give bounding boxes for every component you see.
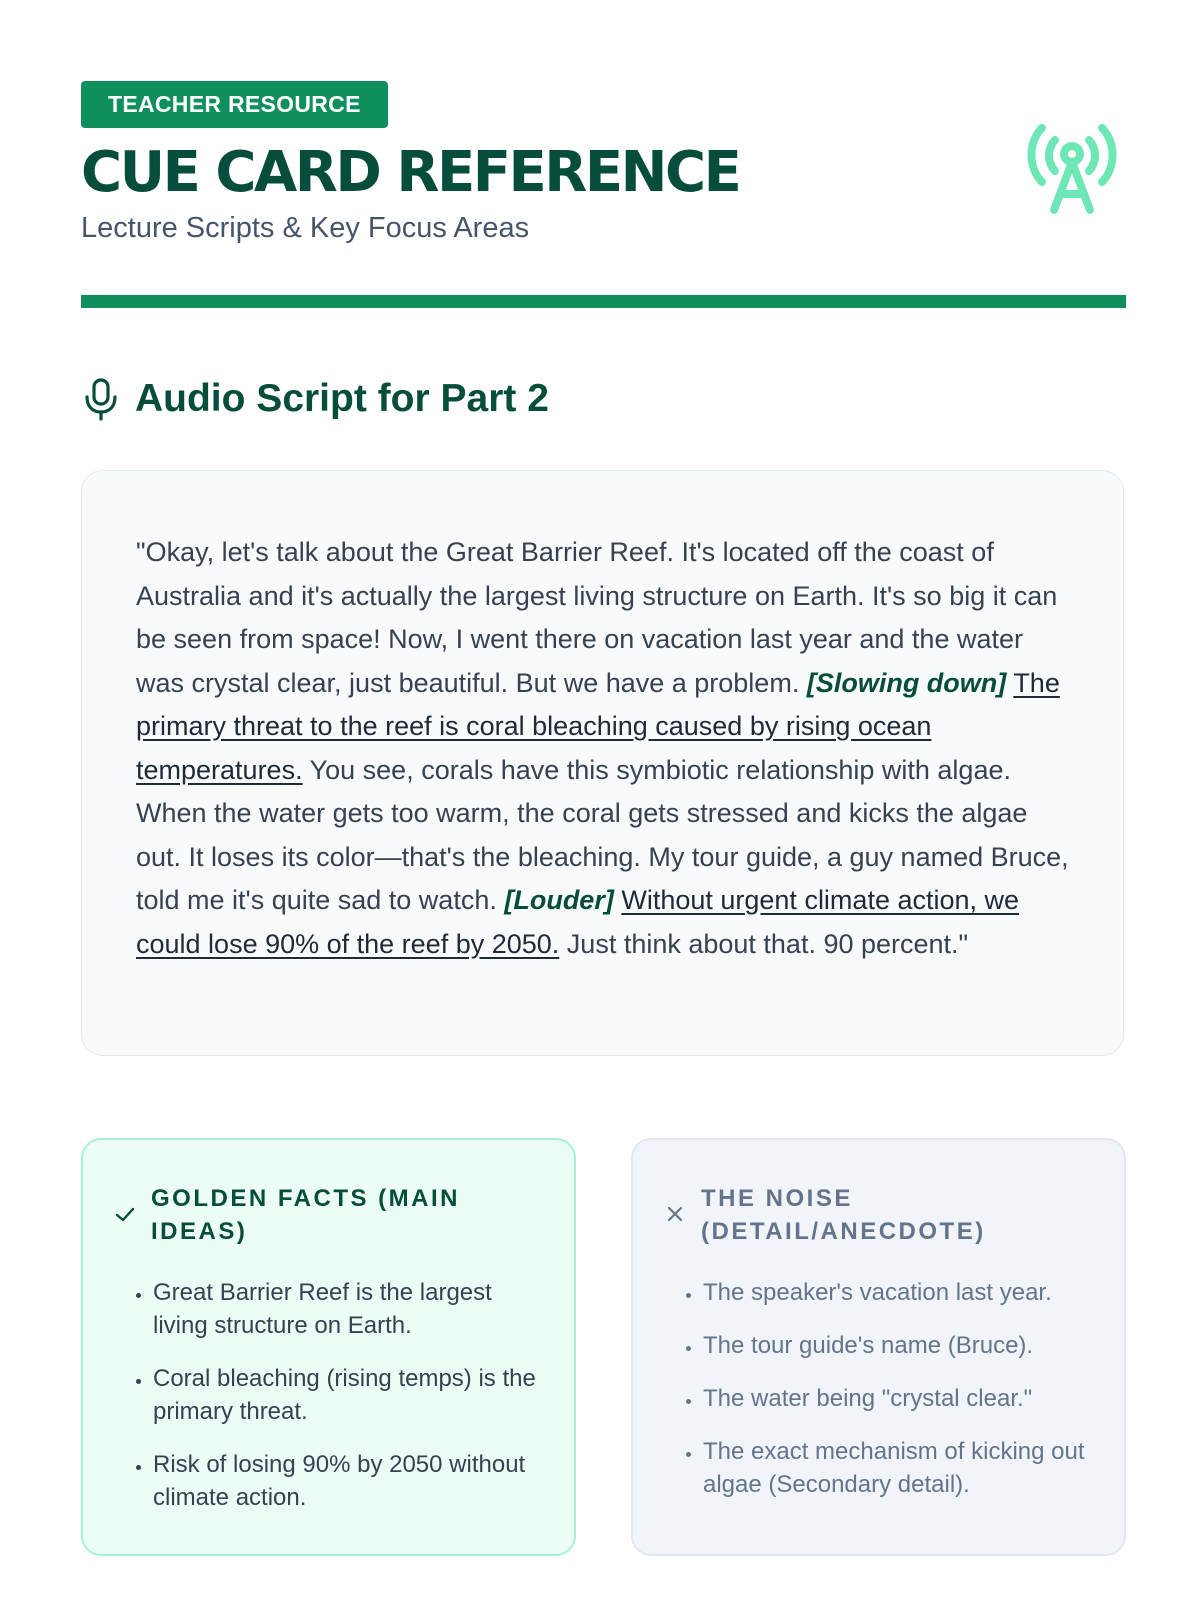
- section-heading: [81, 377, 549, 421]
- script-segment: You see, corals have this symbiotic relationship with algae. When the water gets too warm, the coral gets stressed and kicks the algae out. It loses its color—that's the bleaching. My tour guide, a guy named Bruce, told me it's quite sad to watch.: [136, 754, 1069, 915]
- noise-header: [663, 1182, 1094, 1248]
- check-icon: [113, 1202, 137, 1226]
- golden-facts-card: [81, 1138, 576, 1556]
- section-title: Audio Script for Part 2: [135, 377, 549, 420]
- script-segment: "Okay, let's talk about the Great Barrier Reef. It's located off the coast of Australia and it's actually the largest living structure on Earth. It's so big it can be seen from space! Now, I went there on vacation last year and the water was crystal clear, just beautiful. But we have a problem.: [136, 537, 1058, 698]
- delivery-cue: [Slowing down]: [806, 667, 1007, 698]
- golden-facts-header: [113, 1182, 544, 1248]
- audio-script-text: [136, 531, 1069, 966]
- key-fact: Without urgent climate action, we could lose 90% of the reef by 2050.: [136, 885, 1020, 959]
- golden-facts-title: GOLDEN FACTS (MAIN IDEAS): [151, 1185, 460, 1245]
- microphone-icon: [81, 377, 121, 421]
- close-icon: [663, 1202, 687, 1226]
- list-item: • The speaker's vacation last year.: [703, 1276, 1094, 1309]
- list-item: • The tour guide's name (Bruce).: [703, 1329, 1094, 1362]
- audio-script-box: [81, 470, 1124, 1056]
- list-item: • Risk of losing 90% by 2050 without climate action.: [153, 1448, 544, 1514]
- noise-card: [631, 1138, 1126, 1556]
- delivery-cue: [Louder]: [504, 885, 614, 915]
- broadcast-tower-icon: [1020, 114, 1124, 218]
- page-subtitle: Lecture Scripts & Key Focus Areas: [81, 212, 530, 244]
- page-title: CUE CARD REFERENCE: [81, 140, 740, 205]
- list-item: • The exact mechanism of kicking out algae (Secondary detail).: [703, 1435, 1094, 1501]
- golden-facts-list: [113, 1276, 544, 1514]
- teacher-resource-badge: TEACHER RESOURCE: [81, 81, 388, 128]
- list-item: • Coral bleaching (rising temps) is the primary threat.: [153, 1362, 544, 1428]
- noise-title: THE NOISE (DETAIL/ANECDOTE): [701, 1185, 986, 1245]
- noise-list: [663, 1276, 1094, 1501]
- list-item: • Great Barrier Reef is the largest living structure on Earth.: [153, 1276, 544, 1342]
- header-divider: [81, 295, 1126, 308]
- key-fact: The primary threat to the reef is coral bleaching caused by rising ocean temperatures.: [136, 667, 1060, 785]
- script-segment: Just think about that. 90 percent.": [559, 928, 969, 959]
- list-item: • The water being "crystal clear.": [703, 1382, 1094, 1415]
